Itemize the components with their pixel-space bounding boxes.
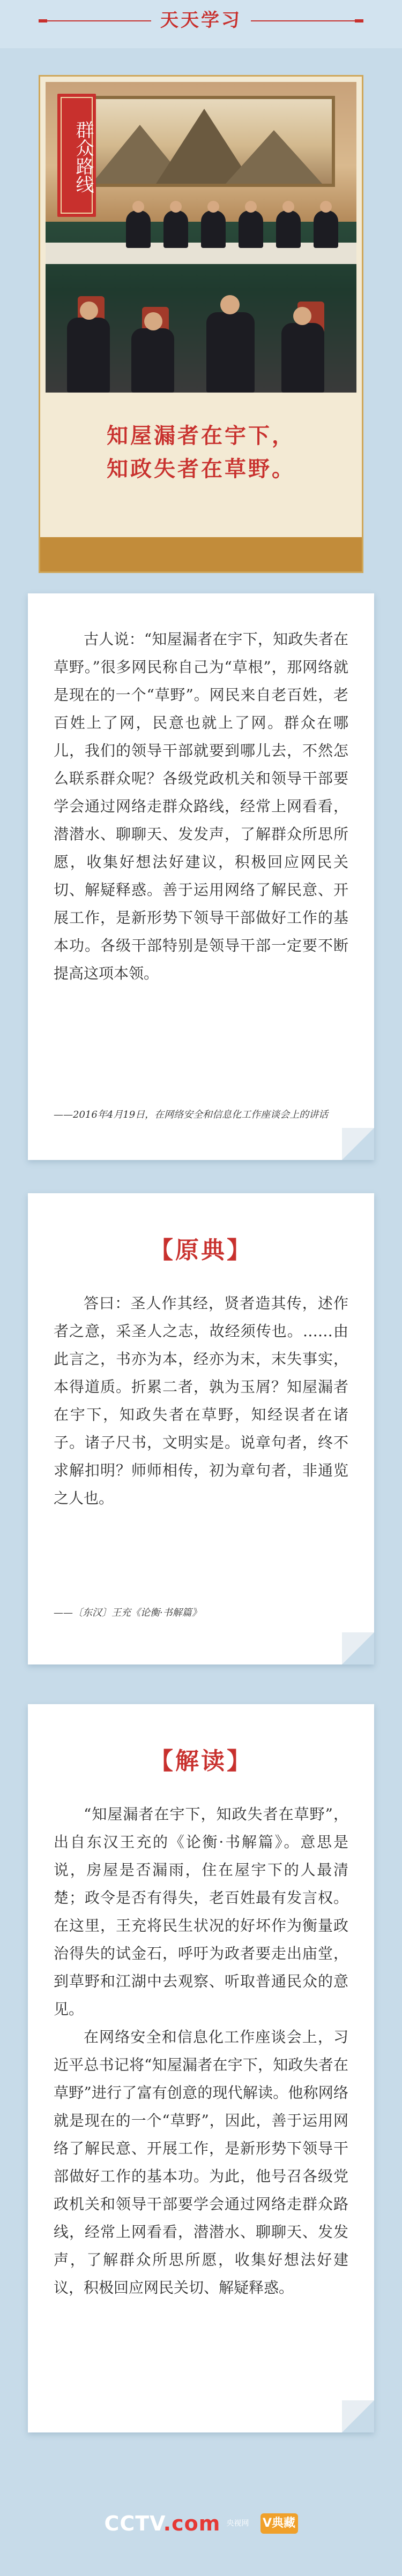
section-title-interpretation: 【解读】	[150, 1748, 252, 1775]
hero-caption	[40, 419, 362, 486]
interpretation-paragraph-1: “知屋漏者在宇下，知政失者在草野”，出自东汉王充的《论衡·书解篇》。意思是说，房屋是否漏雨，住在屋宇下的人最清楚；政令是否有得失，老百姓最有发言权。在这里，王充将民生状况的好坏作为衡量政治得失的试金石，呼吁为政者要走出庙堂，到草野和江湖中去观察、听取普通民众的意见。	[54, 1805, 348, 2018]
hero-caption-line-2: 知政失者在草野。	[107, 456, 295, 481]
page-title: 天天学习	[160, 10, 242, 31]
header-rule-right	[251, 20, 363, 21]
banner-text: 群众路线	[72, 120, 94, 193]
header-rule-cap-right	[355, 19, 363, 22]
header	[0, 0, 402, 48]
interpretation-paragraph-2: 在网络安全和信息化工作座谈会上，习近平总书记将“知屋漏者在宇下，知政失者在草野”进行了富有创意的现代解读。他称网络就是现在的一个“草野”，因此，善于运用网络了解民意、开展工作，是新形势下领导干部做好工作的基本功。为此，他号召各级党政机关和领导干部要学会通过网络走群众路线，经常上网看看，潜潜水、聊聊天、发发声，了解群众所思所愿，收集好想法好建议，积极回应网民关切、解疑释惑。	[54, 2028, 348, 2296]
interpretation-card	[28, 1704, 374, 2432]
interpretation-paragraphs	[54, 1801, 348, 2302]
hero-caption-line-1: 知屋漏者在宇下，	[107, 423, 295, 448]
landscape-painting	[67, 96, 335, 187]
v-collection-logo: V典藏	[260, 2513, 298, 2534]
quote-card	[28, 593, 374, 1160]
quote-source: ——2016年4月19日，在网络安全和信息化工作座谈会上的讲话	[54, 1109, 329, 1120]
page-fold	[342, 1128, 374, 1160]
meeting-photo	[46, 82, 356, 393]
theme-banner	[57, 94, 96, 217]
footer	[0, 2464, 402, 2576]
page-fold	[342, 1632, 374, 1664]
cctv-logo: CCTV.com	[104, 2512, 221, 2535]
original-source: ——〔东汉〕王充《论衡·书解篇》	[54, 1607, 202, 1618]
hero-bottom-band	[40, 537, 362, 571]
original-paragraph: 答曰：圣人作其经，贤者造其传，述作者之意，采圣人之志，故经须传也。……由此言之，书亦为本，经亦为末，末失事实，本得道质。折累二者，孰为玉屑？知屋漏者在宇下，知政失者在草野，知经误者在诸子。诸子尺书，文明实是。说章句者，终不求解扣明？师师相传，初为章句者，非通览之人也。	[54, 1294, 348, 1507]
section-title-original: 【原典】	[150, 1237, 252, 1264]
original-text-card	[28, 1193, 374, 1664]
cctv-logo-subtitle: 央视网	[226, 2519, 249, 2528]
quote-paragraph: 古人说：“知屋漏者在宇下，知政失者在草野。”很多网民称自己为“草根”，那网络就是现在的一个“草野”。网民来自老百姓，老百姓上了网，民意也就上了网。群众在哪儿，我们的领导干部就要到哪儿去，不然怎么联系群众呢？各级党政机关和领导干部要学会通过网络走群众路线，经常上网看看，潜潜水、聊聊天、发发声，了解群众所思所愿，收集好想法好建议，积极回应网民关切、解疑释惑。善于运用网络了解民意、开展工作，是新形势下领导干部做好工作的基本功。各级干部特别是领导干部一定要不断提高这项本领。	[54, 630, 348, 982]
page-fold	[342, 2400, 374, 2432]
hero-card	[39, 75, 363, 573]
footer-logos	[0, 2512, 402, 2535]
